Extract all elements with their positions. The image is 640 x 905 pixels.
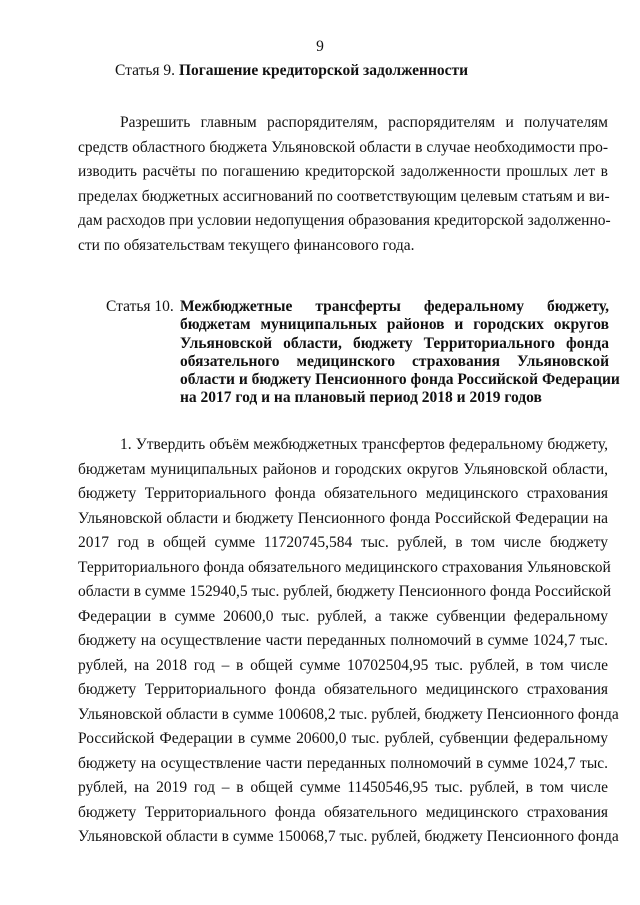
paragraph-line: дам расходов при условии недопущения образования кредиторской задолженно- bbox=[78, 212, 611, 229]
article-10-body bbox=[78, 433, 619, 850]
article-9-body bbox=[78, 111, 611, 258]
paragraph-line: Территориального фонда обязательного медицинского страхования Ульяновской bbox=[78, 558, 611, 576]
paragraph-line: Разрешить главным распорядителям, распорядителям и получателям bbox=[120, 114, 608, 131]
title-line: на 2017 год и на плановый период 2018 и 2019 годов bbox=[180, 389, 542, 407]
title-line: бюджетам муниципальных районов и городских округов bbox=[180, 316, 609, 334]
article-9-title: Погашение кредиторской задолженности bbox=[178, 62, 469, 79]
paragraph-line: Ульяновской области и бюджету Пенсионного фонда Российской Федерации на bbox=[78, 509, 608, 527]
paragraph-line: пределах бюджетных ассигнований по соответствующим целевым статьям и ви- bbox=[78, 187, 610, 205]
paragraph-line: рублей, на 2019 год – в общей сумме 11450546,95 тыс. рублей, в том числе bbox=[78, 779, 608, 796]
page-number: 9 bbox=[316, 38, 324, 55]
title-line: Ульяновской области, бюджету Территориального фонда bbox=[180, 334, 609, 352]
paragraph-line: бюджету Территориального фонда обязательного медицинского страхования bbox=[78, 803, 608, 821]
title-line: области и бюджету Пенсионного фонда Российской Федерации bbox=[180, 371, 620, 389]
paragraph-line: 1. Утвердить объём межбюджетных трансфертов федеральному бюджету, bbox=[120, 436, 608, 453]
article-10-label: Статья 10. bbox=[106, 298, 174, 315]
paragraph-line: сти по обязательствам текущего финансового года. bbox=[78, 236, 415, 254]
article-9-label: Статья 9. bbox=[115, 62, 176, 79]
paragraph-line: Ульяновской области в сумме 150068,7 тыс. рублей, бюджету Пенсионного фонда bbox=[78, 828, 619, 845]
paragraph-line: бюджету на осуществление части переданных полномочий в сумме 1024,7 тыс. bbox=[78, 632, 608, 649]
paragraph-line: бюджету Территориального фонда обязательного медицинского страхования bbox=[78, 681, 608, 698]
paragraph-line: бюджетам муниципальных районов и городских округов Ульяновской области, bbox=[78, 460, 608, 478]
paragraph-line: средств областного бюджета Ульяновской области в случае необходимости про- bbox=[78, 138, 608, 156]
paragraph-line: области в сумме 152940,5 тыс. рублей, бюджету Пенсионного фонда Российской bbox=[78, 583, 612, 600]
paragraph-line: рублей, на 2018 год – в общей сумме 10702504,95 тыс. рублей, в том числе bbox=[78, 656, 608, 674]
paragraph-line: Ульяновской области в сумме 100608,2 тыс. рублей, бюджету Пенсионного фонда bbox=[78, 705, 619, 723]
paragraph-line: Российской Федерации в сумме 20600,0 тыс. рублей, субвенции федеральному bbox=[78, 730, 608, 747]
paragraph-line: изводить расчёты по погашению кредиторской задолженности прошлых лет в bbox=[78, 163, 608, 180]
article-10-title bbox=[180, 298, 620, 408]
paragraph-line: бюджету на осуществление части переданных полномочий в сумме 1024,7 тыс. bbox=[78, 754, 608, 772]
paragraph-line: Федерации в сумме 20600,0 тыс. рублей, а также субвенции федеральному bbox=[78, 607, 608, 625]
title-line: Межбюджетные трансферты федеральному бюджету, bbox=[180, 298, 609, 315]
article-9-heading bbox=[115, 62, 468, 80]
title-line: обязательного медицинского страхования Ульяновской bbox=[180, 352, 609, 370]
paragraph-line: бюджету Территориального фонда обязательного медицинского страхования bbox=[78, 485, 608, 502]
paragraph-line: 2017 год в общей сумме 11720745,584 тыс. рублей, в том числе бюджету bbox=[78, 534, 608, 551]
